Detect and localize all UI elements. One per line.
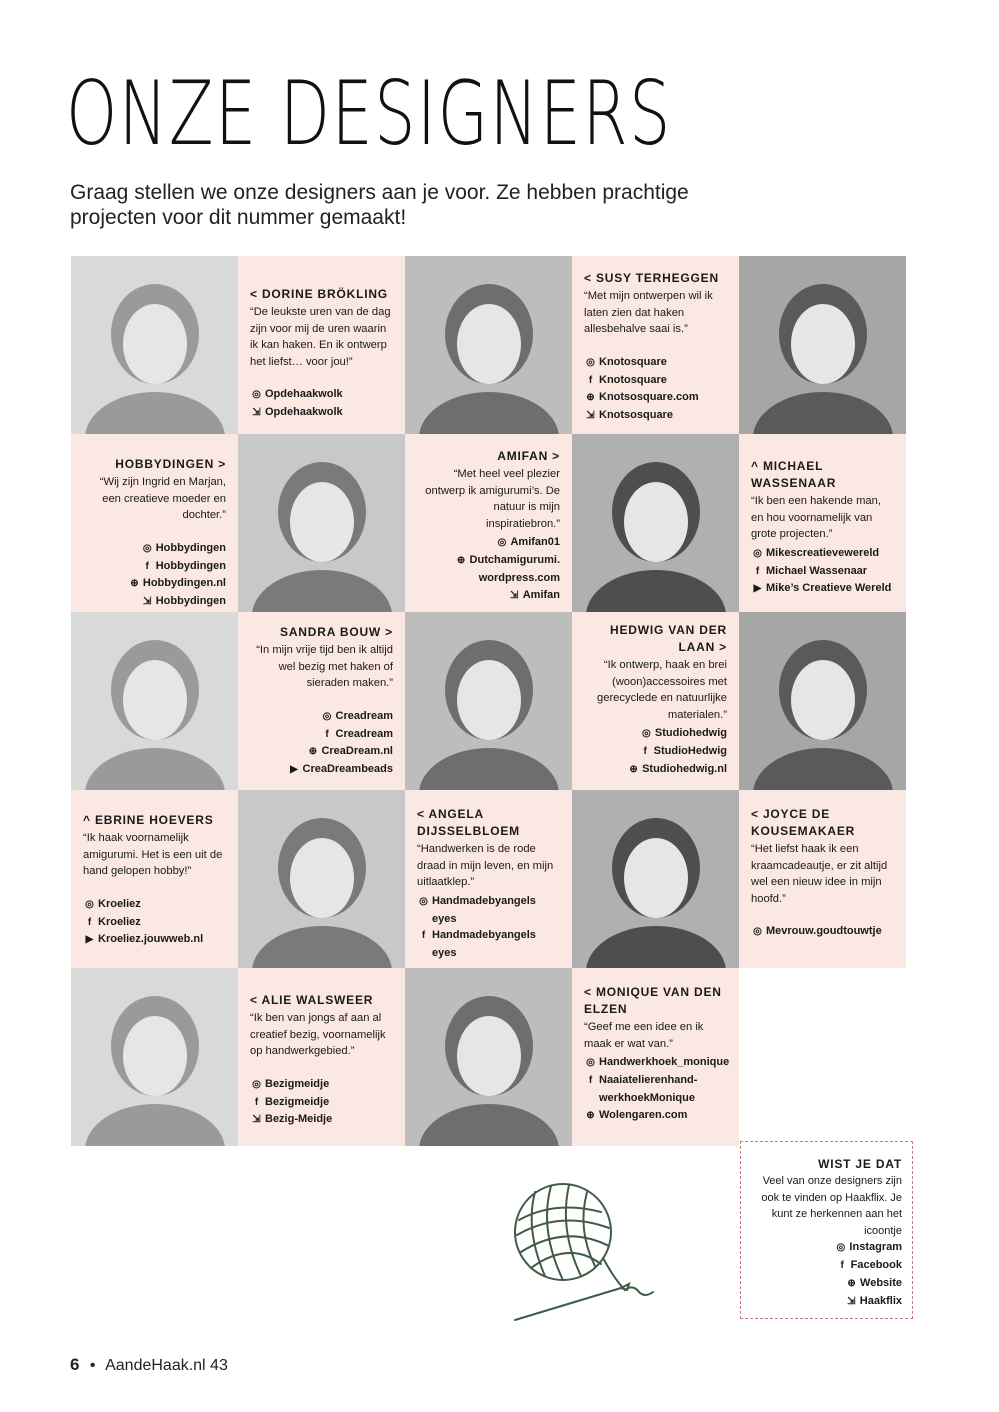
portrait-image bbox=[739, 256, 906, 434]
social-link-label: Hobbydingen bbox=[155, 595, 226, 608]
portrait-image bbox=[739, 612, 906, 790]
social-link-label: Facebook bbox=[850, 1259, 902, 1272]
page-title: ONZE DESIGNERS bbox=[66, 62, 672, 165]
portrait-image bbox=[405, 612, 572, 790]
social-link-label: Hobbydingen bbox=[155, 559, 226, 572]
website-icon: ⊕ bbox=[629, 763, 638, 775]
designer-links bbox=[83, 896, 226, 949]
social-link bbox=[83, 558, 226, 576]
instagram-icon: ◎ bbox=[85, 898, 94, 910]
designer-name: HOBBYDINGEN > bbox=[115, 457, 226, 471]
photo-sandra bbox=[71, 612, 238, 790]
social-link bbox=[584, 1107, 727, 1125]
social-link-label: Handwerkhoek_monique bbox=[599, 1056, 730, 1069]
social-link-label: Haakflix bbox=[859, 1294, 902, 1307]
card-amifan bbox=[405, 434, 572, 612]
photo-hobbydingen bbox=[238, 434, 405, 612]
social-link-label: Hobbydingen bbox=[155, 541, 226, 554]
social-link-label: StudioHedwig bbox=[653, 745, 727, 758]
designer-links bbox=[250, 708, 393, 779]
social-link bbox=[751, 1275, 902, 1293]
social-link bbox=[751, 580, 894, 598]
facebook-icon: f bbox=[145, 560, 149, 572]
facebook-icon: f bbox=[421, 930, 426, 942]
card-sandra bbox=[238, 612, 405, 790]
social-link-label: CreaDream.nl bbox=[321, 745, 393, 758]
social-link-label: Handmadebyangels bbox=[432, 929, 536, 942]
photo-ebrine bbox=[238, 790, 405, 968]
social-link-label: Handmadebyangels bbox=[432, 894, 536, 907]
portrait-image bbox=[71, 968, 238, 1146]
designer-name: < SUSY TERHEGGEN bbox=[584, 271, 719, 285]
designer-name: < DORINE BRÖKLING bbox=[250, 287, 388, 301]
facebook-icon: f bbox=[87, 916, 92, 928]
designer-quote: “Het liefst haak ik een kraamcadeautje, er zit altijd wel een nieuw idee in mijn hoofd.” bbox=[751, 843, 888, 905]
photo-dorine bbox=[71, 256, 238, 434]
card-angela bbox=[405, 790, 572, 968]
photo-hedwig bbox=[405, 612, 572, 790]
social-link bbox=[83, 931, 226, 949]
haakflix-icon: ⇲ bbox=[143, 596, 152, 608]
designer-links bbox=[250, 1076, 393, 1129]
social-link bbox=[751, 545, 894, 563]
social-link bbox=[417, 534, 560, 552]
social-link bbox=[417, 945, 560, 962]
social-link bbox=[250, 726, 393, 744]
social-link bbox=[250, 1094, 393, 1112]
social-link-label: Amifan bbox=[522, 588, 560, 601]
designer-name: ^ EBRINE HOEVERS bbox=[83, 813, 214, 827]
haakflix-icon: ⇲ bbox=[252, 1114, 261, 1126]
social-link bbox=[83, 575, 226, 593]
social-link bbox=[584, 1072, 727, 1090]
social-link bbox=[584, 1054, 730, 1072]
social-link bbox=[584, 761, 727, 779]
designer-links bbox=[417, 893, 560, 962]
designer-name: HEDWIG VAN DER LAAN > bbox=[610, 623, 727, 654]
social-link bbox=[83, 896, 226, 914]
card-hobbydingen bbox=[71, 434, 238, 612]
facebook-icon: f bbox=[254, 1096, 259, 1108]
social-link-label: Naaiatelierenhand- bbox=[599, 1073, 698, 1086]
designer-name: SANDRA BOUW > bbox=[280, 625, 393, 639]
social-link-label: eyes bbox=[432, 947, 457, 960]
page-number: 6 bbox=[70, 1355, 80, 1374]
portrait-image bbox=[238, 434, 405, 612]
social-link bbox=[250, 386, 393, 404]
portrait-image bbox=[71, 256, 238, 434]
social-link-label: Hobbydingen.nl bbox=[142, 577, 226, 590]
photo-monique bbox=[405, 968, 572, 1146]
youtube-icon: ▶ bbox=[290, 764, 298, 776]
instagram-icon: ◎ bbox=[322, 710, 332, 722]
facebook-icon: f bbox=[325, 728, 329, 740]
social-link bbox=[751, 1239, 902, 1257]
instagram-icon: ◎ bbox=[753, 547, 762, 559]
designer-name: AMIFAN > bbox=[497, 449, 560, 463]
page-footer bbox=[70, 1355, 228, 1375]
card-dorine bbox=[238, 256, 405, 434]
social-link-label: Kroeliez.jouwweb.nl bbox=[98, 933, 204, 946]
social-link-label: Mevrouw.goudtouwtje bbox=[766, 925, 882, 938]
designer-quote: “Ik ontwerp, haak en brei (woon)accessoires met gerecyclede en natuurlijke materialen.” bbox=[597, 659, 727, 721]
designer-name: < JOYCE DE KOUSEMAKAER bbox=[751, 807, 856, 838]
website-icon: ⊕ bbox=[456, 555, 466, 567]
website-icon: ⊕ bbox=[847, 1277, 856, 1289]
social-link bbox=[83, 914, 226, 932]
social-link bbox=[751, 1293, 902, 1311]
photo-amifan bbox=[572, 434, 739, 612]
facebook-icon: f bbox=[840, 1260, 844, 1272]
social-link bbox=[250, 1076, 393, 1094]
social-link bbox=[83, 540, 226, 558]
haakflix-icon: ⇲ bbox=[586, 410, 595, 422]
designer-links bbox=[584, 725, 727, 778]
designer-name: ^ MICHAEL WASSENAAR bbox=[751, 459, 837, 490]
card-joyce bbox=[739, 790, 906, 968]
designer-quote: “Met heel veel plezier ontwerp ik amigurumi’s. De natuur is mijn inspiratiebron.” bbox=[425, 468, 560, 530]
instagram-icon: ◎ bbox=[586, 1057, 595, 1069]
designer-name: < MONIQUE VAN DEN ELZEN bbox=[584, 985, 722, 1016]
photo-michael bbox=[739, 256, 906, 434]
designer-quote: “In mijn vrije tijd ben ik altijd wel bezig met haken of sieraden maken.” bbox=[256, 644, 393, 690]
portrait-image bbox=[572, 434, 739, 612]
social-link bbox=[417, 927, 560, 945]
portrait-image bbox=[71, 612, 238, 790]
social-link bbox=[417, 552, 560, 570]
social-link bbox=[584, 407, 727, 425]
info-box-title: WIST JE DAT bbox=[818, 1157, 902, 1171]
social-link-label: Opdehaakwolk bbox=[265, 388, 343, 401]
social-link-label: Kroeliez bbox=[98, 915, 141, 928]
social-link-label: Michael Wassenaar bbox=[766, 564, 868, 577]
instagram-icon: ◎ bbox=[836, 1242, 846, 1254]
instagram-icon: ◎ bbox=[252, 1078, 261, 1090]
social-link-label: Opdehaakwolk bbox=[265, 406, 343, 419]
facebook-icon: f bbox=[755, 565, 760, 577]
social-link bbox=[751, 1257, 902, 1275]
haakflix-icon: ⇲ bbox=[847, 1295, 856, 1307]
card-alie bbox=[238, 968, 405, 1146]
youtube-icon: ▶ bbox=[85, 934, 94, 946]
facebook-icon: f bbox=[588, 374, 593, 386]
card-susy bbox=[572, 256, 739, 434]
portrait-image bbox=[405, 256, 572, 434]
designer-quote: “Ik ben een hakende man, en hou voornamelijk van grote projecten.” bbox=[751, 495, 881, 541]
social-link-label: Kroeliez bbox=[98, 897, 141, 910]
instagram-icon: ◎ bbox=[252, 389, 261, 401]
instagram-icon: ◎ bbox=[642, 728, 651, 740]
social-link bbox=[417, 570, 560, 587]
portrait-image bbox=[572, 790, 739, 968]
facebook-icon: f bbox=[643, 746, 647, 758]
social-link-label: Bezig-Meidje bbox=[265, 1113, 333, 1126]
designer-name: < ANGELA DIJSSELBLOEM bbox=[417, 807, 520, 838]
social-link-label: Knotsosquare.com bbox=[599, 391, 699, 404]
instagram-icon: ◎ bbox=[497, 537, 507, 549]
photo-hedwig-portrait bbox=[739, 612, 906, 790]
social-link bbox=[584, 1090, 727, 1107]
social-link bbox=[83, 593, 226, 611]
social-link bbox=[250, 761, 393, 779]
social-link bbox=[751, 923, 894, 941]
social-link-label: Bezigmeidje bbox=[265, 1077, 330, 1090]
social-link bbox=[417, 587, 560, 605]
card-ebrine bbox=[71, 790, 238, 968]
social-link-label: Studiohedwig.nl bbox=[642, 762, 727, 775]
website-icon: ⊕ bbox=[308, 746, 318, 758]
designer-quote: “De leukste uren van de dag zijn voor mij de uren waarin ik kan haken. En ik ontwerp het liefst… voor jou!” bbox=[250, 306, 391, 368]
social-link bbox=[250, 1111, 393, 1129]
website-icon: ⊕ bbox=[586, 1109, 595, 1121]
social-link-label: Mikescreatievewereld bbox=[766, 546, 880, 559]
social-link-label: Knotosquare bbox=[599, 355, 667, 368]
social-link-label: Creadream bbox=[335, 727, 393, 740]
portrait-image bbox=[238, 790, 405, 968]
instagram-icon: ◎ bbox=[586, 356, 595, 368]
social-link bbox=[250, 708, 393, 726]
footer-separator: • bbox=[89, 1357, 96, 1374]
designer-grid bbox=[71, 256, 905, 1144]
youtube-icon: ▶ bbox=[753, 583, 762, 595]
social-link bbox=[417, 893, 560, 911]
intro-text: Graag stellen we onze designers aan je voor. Ze hebben prachtige projecten voor dit nummer gemaakt! bbox=[70, 181, 689, 229]
photo-alie bbox=[71, 968, 238, 1146]
social-link-label: Studiohedwig bbox=[654, 727, 727, 740]
social-link-label: Creadream bbox=[335, 709, 393, 722]
designer-links bbox=[751, 545, 894, 598]
designer-links bbox=[584, 1054, 730, 1124]
social-link bbox=[584, 372, 727, 390]
social-link bbox=[250, 404, 393, 422]
website-icon: ⊕ bbox=[586, 392, 595, 404]
instagram-icon: ◎ bbox=[753, 926, 762, 938]
haakflix-icon: ⇲ bbox=[510, 589, 519, 601]
social-link-label: Instagram bbox=[849, 1241, 902, 1254]
social-link-label: Website bbox=[860, 1276, 902, 1289]
social-link bbox=[584, 743, 727, 761]
facebook-icon: f bbox=[588, 1074, 593, 1086]
social-link bbox=[250, 743, 393, 761]
designer-quote: “Met mijn ontwerpen wil ik laten zien dat haken allesbehalve saai is.” bbox=[584, 290, 713, 336]
social-link-label: Mike’s Creatieve Wereld bbox=[766, 582, 892, 595]
social-link-label: Knotsosquare bbox=[599, 409, 673, 422]
designer-name: < ALIE WALSWEER bbox=[250, 993, 374, 1007]
designer-quote: “Ik haak voornamelijk amigurumi. Het is een uit de hand gelopen hobby!” bbox=[83, 832, 223, 878]
website-icon: ⊕ bbox=[130, 578, 139, 590]
yarn-ball-illustration bbox=[505, 1180, 665, 1330]
card-hedwig bbox=[572, 612, 739, 790]
social-link bbox=[584, 725, 727, 743]
instagram-icon: ◎ bbox=[419, 895, 428, 907]
designer-quote: “Wij zijn Ingrid en Marjan, een creatieve moeder en dochter.” bbox=[99, 476, 226, 522]
photo-angela bbox=[572, 790, 739, 968]
info-box-wist-je-dat bbox=[740, 1141, 913, 1319]
designer-links bbox=[417, 534, 560, 604]
card-michael bbox=[739, 434, 906, 612]
social-link-label: Amifan01 bbox=[510, 536, 560, 549]
card-monique bbox=[572, 968, 739, 1146]
social-link-label: Knotosquare bbox=[599, 373, 667, 386]
social-link-label: CreaDreambeads bbox=[302, 763, 393, 776]
social-link-label: wordpress.com bbox=[478, 571, 560, 584]
designer-quote: “Handwerken is de rode draad in mijn leven, en mijn uitlaatklep.” bbox=[417, 843, 554, 889]
social-link-label: werkhoekMonique bbox=[599, 1091, 695, 1104]
designer-links bbox=[751, 923, 894, 941]
portrait-image bbox=[405, 968, 572, 1146]
instagram-icon: ◎ bbox=[142, 542, 152, 554]
social-link-label: Bezigmeidje bbox=[265, 1095, 330, 1108]
designer-links bbox=[584, 354, 727, 425]
info-box-icon-list bbox=[751, 1239, 902, 1310]
photo-susy bbox=[405, 256, 572, 434]
info-box-text: Veel van onze designers zijn ook te vinden op Haakflix. Je kunt ze herkennen aan het icoontje bbox=[761, 1175, 902, 1237]
social-link-label: Wolengaren.com bbox=[599, 1108, 688, 1121]
social-link-label: eyes bbox=[432, 912, 457, 925]
designer-quote: “Ik ben van jongs af aan al creatief bezig, voornamelijk op handwerkgebied.” bbox=[250, 1012, 386, 1058]
social-link bbox=[584, 389, 727, 407]
haakflix-icon: ⇲ bbox=[252, 407, 261, 419]
social-link-label: Dutchamigurumi. bbox=[469, 554, 560, 567]
social-link bbox=[417, 911, 560, 928]
social-link bbox=[751, 563, 894, 581]
designer-links bbox=[83, 540, 226, 611]
designer-quote: “Geef me een idee en ik maak er wat van.” bbox=[584, 1021, 704, 1050]
magazine-name: AandeHaak.nl 43 bbox=[105, 1357, 228, 1374]
designer-links bbox=[250, 386, 393, 422]
social-link bbox=[584, 354, 727, 372]
